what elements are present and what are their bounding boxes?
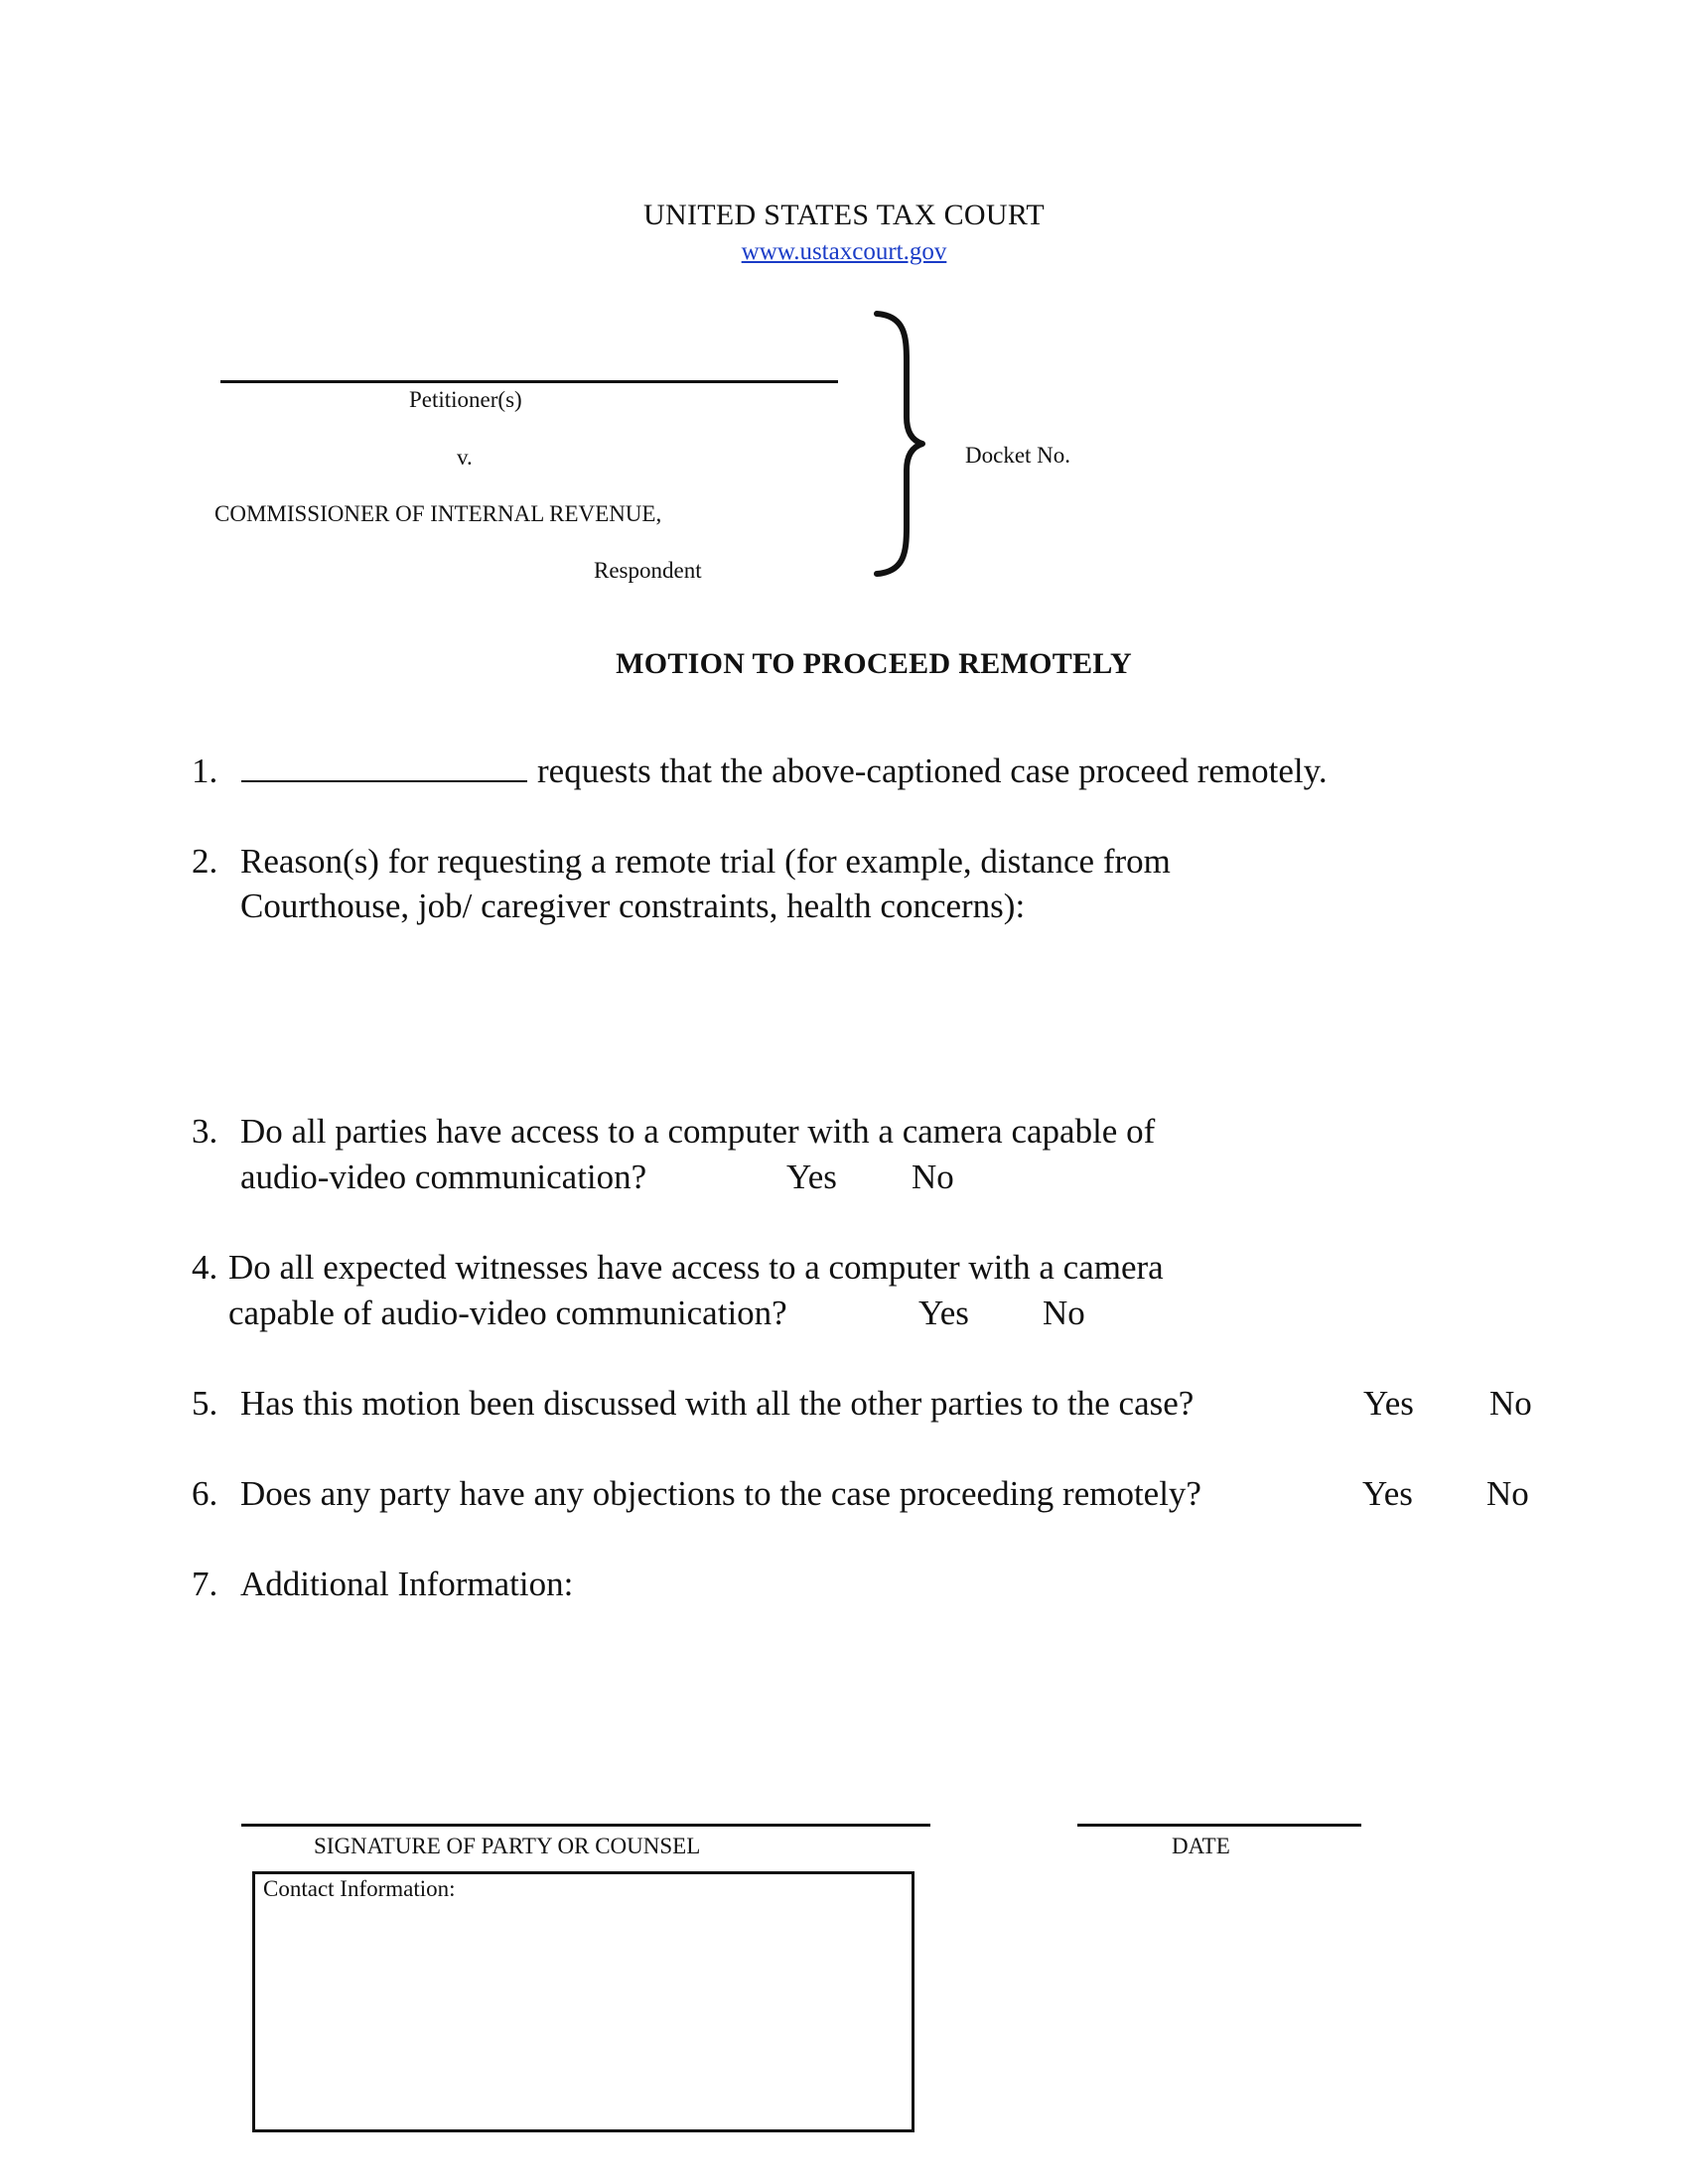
contact-information-label: Contact Information: [263,1876,456,1901]
item-3-no-option[interactable]: No [912,1158,954,1196]
item-1-row [241,751,1328,791]
item-5-yes-option[interactable]: Yes [1363,1384,1414,1423]
item-4-no-option[interactable]: No [1043,1294,1085,1332]
respondent-label: Respondent [594,558,702,583]
item-7-number: 7. [192,1565,218,1603]
versus-label: v. [457,445,473,470]
item-3-number: 3. [192,1112,218,1151]
item-5-number: 5. [192,1384,218,1423]
item-5-text: Has this motion been discussed with all the other parties to the case? [240,1384,1195,1423]
caption-brace [869,310,928,578]
signature-line[interactable] [241,1824,930,1827]
item-6-number: 6. [192,1474,218,1513]
date-label: DATE [1172,1834,1230,1858]
petitioner-name-line[interactable] [220,380,838,383]
item-2-line-1: Reason(s) for requesting a remote trial (for example, distance from [240,842,1171,881]
court-name: UNITED STATES TAX COURT [643,199,1045,231]
item-4-yes-option[interactable]: Yes [918,1294,969,1332]
date-line[interactable] [1077,1824,1361,1827]
requesting-party-blank[interactable] [241,780,527,782]
respondent-name: COMMISSIONER OF INTERNAL REVENUE, [214,501,662,526]
item-6-no-option[interactable]: No [1486,1474,1529,1513]
item-4-line-1: Do all expected witnesses have access to a computer with a camera [228,1248,1164,1287]
item-4-line-2: capable of audio-video communication? [228,1294,787,1332]
petitioner-label: Petitioner(s) [409,387,522,412]
signature-label: SIGNATURE OF PARTY OR COUNSEL [314,1834,701,1858]
item-3-line-2: audio-video communication? [240,1158,647,1196]
item-6-text: Does any party have any objections to the case proceeding remotely? [240,1474,1201,1513]
item-2-line-2: Courthouse, job/ caregiver constraints, health concerns): [240,887,1026,925]
item-3-yes-option[interactable]: Yes [786,1158,837,1196]
item-1-number: 1. [192,751,218,790]
item-6-yes-option[interactable]: Yes [1362,1474,1413,1513]
motion-title: MOTION TO PROCEED REMOTELY [616,647,1132,680]
item-1-text: requests that the above-captioned case proceed remotely. [537,751,1328,790]
item-2-number: 2. [192,842,218,881]
contact-information-box[interactable] [252,1871,914,2132]
item-7-text: Additional Information: [240,1565,574,1603]
item-3-line-1: Do all parties have access to a computer with a camera capable of [240,1112,1156,1151]
item-5-no-option[interactable]: No [1489,1384,1532,1423]
docket-number-label: Docket No. [965,443,1071,468]
item-4-number: 4. [192,1248,218,1287]
court-website-link[interactable]: www.ustaxcourt.gov [741,238,947,265]
